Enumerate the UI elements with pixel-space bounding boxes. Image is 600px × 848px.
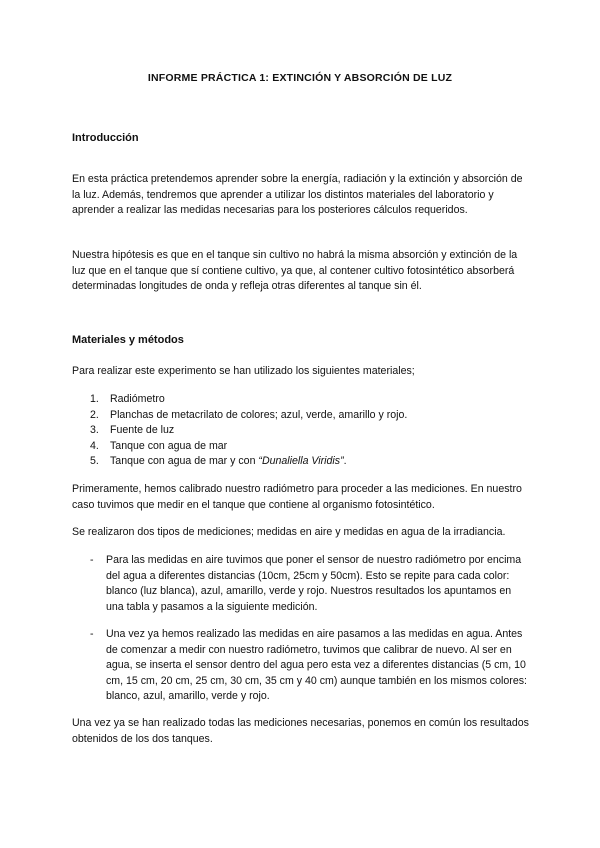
list-item-text-prefix: Tanque con agua de mar y con <box>110 455 259 468</box>
list-item-text-suffix: . <box>343 455 347 468</box>
list-item-text: Radiómetro <box>110 393 165 405</box>
materials-intro: Para realizar este experimento se han utilizado los siguientes materiales; <box>72 365 415 377</box>
list-item-number: 4. <box>90 439 99 452</box>
document-title: INFORME PRÁCTICA 1: EXTINCIÓN Y ABSORCIÓN DE LUZ <box>147 72 453 84</box>
bullet-item-air <box>90 553 530 615</box>
list-item-number: 3. <box>90 424 99 437</box>
list-item <box>90 408 530 424</box>
list-item <box>90 392 530 408</box>
list-item <box>90 439 530 455</box>
list-item <box>90 423 530 439</box>
bullet-marker: - <box>90 628 94 640</box>
bullet-item-water <box>90 627 530 705</box>
list-item-text <box>110 454 347 470</box>
bullet-text: Una vez ya hemos realizado las medidas en aire pasamos a las medidas en agua. Antes de comenzar a medir con nuestro radiómetro, tuvimos que calibrar de nuevo. Al ser en agua, se inserta el sensor dentro del agua pero esta vez a diferentes distancias (5 cm, 10 cm, 15 cm, 20 cm, 25 cm, 30 cm, 35 cm y 40 cm) aunque también en los mismos colores: blanco, azul, amarillo, verde y rojo. <box>106 628 527 703</box>
introduction-heading: Introducción <box>72 132 139 144</box>
final-paragraph: Una vez ya se han realizado todas las mediciones necesarias, ponemos en común los resultados obtenidos de los dos tanques. <box>72 717 529 745</box>
list-item-number: 2. <box>90 408 99 421</box>
list-item <box>90 454 530 470</box>
bullet-text: Para las medidas en aire tuvimos que poner el sensor de nuestro radiómetro por encima del agua a diferentes distancias (10cm, 25cm y 50cm). Esto se repite para cada color: blanco (luz blanca), azul, amarillo, verde y rojo. Nuestros resultados los apuntamos en una tabla y pasamos a la siguiente medición. <box>106 554 522 613</box>
calibration-paragraph: Primeramente, hemos calibrado nuestro radiómetro para proceder a las mediciones. En nuestro caso tuvimos que medir en el tanque que contiene al organismo fotosintético. <box>72 483 522 511</box>
list-item-text: Planchas de metacrilato de colores; azul, verde, amarillo y rojo. <box>110 408 408 421</box>
methods-heading: Materiales y métodos <box>72 334 184 346</box>
list-item-number: 1. <box>90 393 99 405</box>
introduction-paragraph: En esta práctica pretendemos aprender sobre la energía, radiación y la extinción y absorción de la luz. Además, tendremos que aprender a utilizar los distintos materiales del laboratorio y aprender a realizar las medidas necesarias para los posteriores cálculos requeridos. <box>72 173 523 217</box>
materials-list <box>90 392 530 470</box>
measurement-types-paragraph: Se realizaron dos tipos de mediciones; medidas en aire y medidas en agua de la irradiancia. <box>72 526 506 538</box>
species-name: “Dunaliella Viridis” <box>258 455 344 468</box>
list-item-text: Tanque con agua de mar <box>110 439 228 452</box>
list-item-text: Fuente de luz <box>110 424 175 437</box>
bullet-marker: - <box>90 554 94 566</box>
hypothesis-paragraph: Nuestra hipótesis es que en el tanque sin cultivo no habrá la misma absorción y extinción de la luz que en el tanque que sí contiene cultivo, ya que, al contener cultivo fotosintético absorberá determinadas longitudes de onda y refleja otras diferentes al tanque sin él. <box>72 249 518 293</box>
list-item-number: 5. <box>90 455 99 468</box>
